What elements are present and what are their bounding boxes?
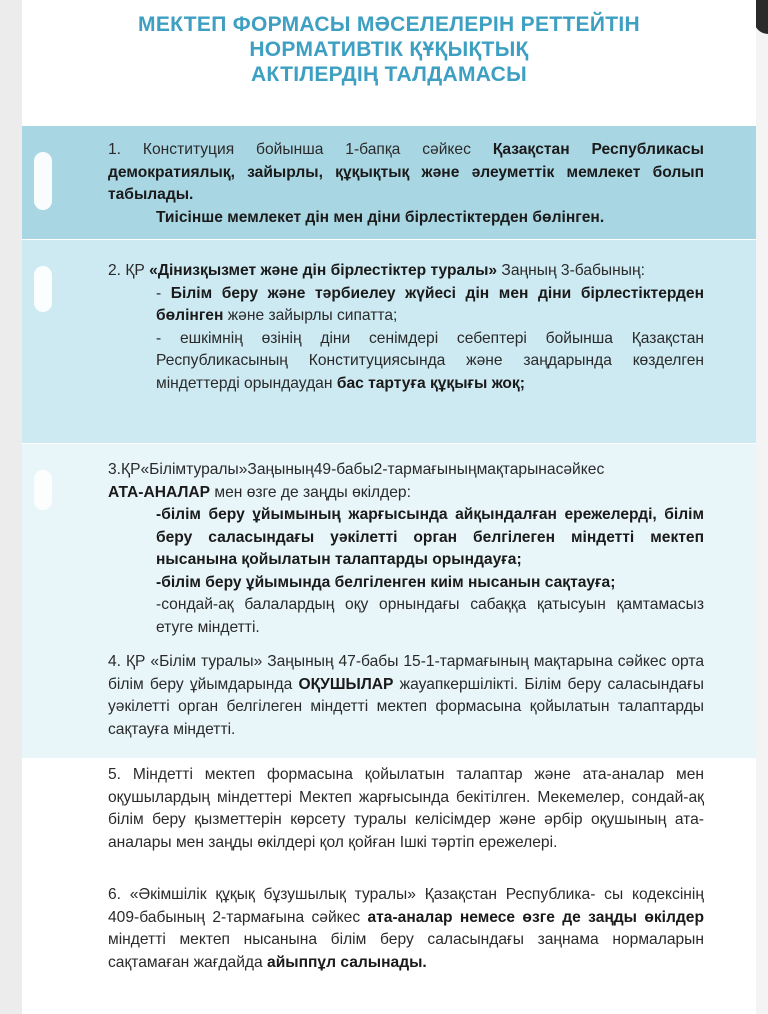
item-6-bold-1: ата-аналар немесе өзге де заңды өкілдер bbox=[367, 908, 705, 926]
section-constitution bbox=[22, 126, 756, 239]
item-1-bold-2: Тиісінше мемлекет дін мен діни бірлестіктерден бөлінген. bbox=[156, 208, 605, 226]
item-4-text-1: 4. ҚР «Білім туралы» Заңының 47-бабы 15-1-тармағының мақтарына сәйкес орта білім беру ұйымдарында bbox=[108, 653, 704, 693]
item-2 bbox=[108, 260, 704, 395]
title-line-1: МЕКТЕП ФОРМАСЫ МӘСЕЛЕЛЕРІН РЕТТЕЙТІН bbox=[138, 13, 640, 36]
item-1-bold: Қазақстан Республикасы демократиялық, зайырлы, құқықтық және әлеуметтік мемлекет болып табылады. bbox=[108, 141, 704, 203]
decorative-pill-3 bbox=[34, 470, 52, 510]
item-6 bbox=[108, 884, 704, 974]
item-6-text-1: 6. «Әкімшілік құқық бұзушылық туралы» Қазақстан Республика- сы кодексінің 409-бабының 2-тармағына сәйкес bbox=[108, 886, 704, 926]
item-3-bold-3: -білім беру ұйымында белгіленген киім нысанын сақтауға; bbox=[156, 573, 616, 591]
item-5 bbox=[108, 764, 704, 854]
item-1-text: 1. Конституция бойынша 1-бапқа сәйкес bbox=[108, 141, 493, 158]
item-2-text-5: - ешкімнің өзінің діни сенімдері себептері бойынша Қазақстан Республикасының Конституциясында және заңдарында көзделген міндеттерді орындаудан bbox=[156, 329, 704, 392]
right-margin-strip bbox=[756, 0, 768, 1014]
item-2-text-4: және зайырлы сипатта; bbox=[223, 307, 398, 324]
item-3-text-2: мен өзге де заңды өкілдер: bbox=[210, 483, 411, 501]
section-education-law-parents bbox=[22, 444, 756, 758]
item-4-students: ОҚУШЫЛАР bbox=[298, 675, 394, 693]
section-school-charter bbox=[22, 758, 756, 1014]
item-3-text-3: -сондай-ақ балалардың оқу орнындағы сабаққа қатысуын қамтамасыз етуге міндетті. bbox=[156, 596, 704, 636]
item-3-parents: АТА-АНАЛАР bbox=[108, 483, 211, 501]
decorative-pill-1 bbox=[34, 152, 52, 210]
title-line-2: НОРМАТИВТІК ҚҰҚЫҚТЫҚ bbox=[249, 38, 529, 61]
item-2-dash: - bbox=[156, 284, 171, 302]
item-2-bold-2: Білім беру және тәрбиелеу жүйесі дін мен діни бірлестіктерден бөлінген bbox=[156, 284, 704, 324]
item-2-law-name: «Дінизқызмет және дін бірлестіктер туралы» bbox=[149, 262, 498, 279]
item-4 bbox=[108, 651, 704, 741]
page-title bbox=[22, 12, 756, 87]
item-3 bbox=[108, 459, 704, 639]
decorative-pill-2 bbox=[34, 266, 52, 312]
section-religion-law bbox=[22, 240, 756, 443]
item-2-text-2: Заңның 3-бабының: bbox=[497, 262, 645, 279]
item-3-bold-2: -білім беру ұйымының жарғысында айқындалған ережелерді, білім беру саласындағы уәкілетті орган белгілеген міндетті мектеп нысанына қойылатын талаптарды орындауға; bbox=[156, 506, 704, 568]
item-2-text-1: 2. ҚР bbox=[108, 262, 150, 279]
item-3-text-1: 3.ҚР«Білімтуралы»Заңының49-бабы2-тармағыныңмақтарынасәйкес bbox=[108, 461, 605, 478]
item-6-text-2: міндетті мектеп нысанына білім беру саласындағы заңнама нормаларын сақтамаған жағдайда bbox=[108, 931, 704, 971]
page-header bbox=[22, 0, 756, 126]
item-5-text: 5. Міндетті мектеп формасына қойылатын талаптар және ата-аналар мен оқушылардың міндеттері Мектеп жарғысында бекітілген. Мекемелер, сондай-ақ білім беру қызметтерін көрсету туралы келісімдер және әрбір оқушының ата-аналары мен заңды өкілдері қол қойған Ішкі тәртіп ережелері. bbox=[108, 766, 704, 851]
item-1 bbox=[108, 139, 704, 229]
title-line-3: АКТІЛЕРДІҢ ТАЛДАМАСЫ bbox=[250, 63, 528, 86]
left-margin-strip bbox=[0, 0, 22, 1014]
item-2-bold-3: бас тартуға құқығы жоқ; bbox=[336, 374, 525, 392]
item-4-text-2: жауапкершілікті. Білім беру саласындағы уәкілетті орган белгілеген міндетті мектеп формасына қойылатын талаптарды сақтауға міндетті. bbox=[108, 675, 705, 738]
item-6-bold-2: айыппұл салынады. bbox=[267, 953, 427, 971]
